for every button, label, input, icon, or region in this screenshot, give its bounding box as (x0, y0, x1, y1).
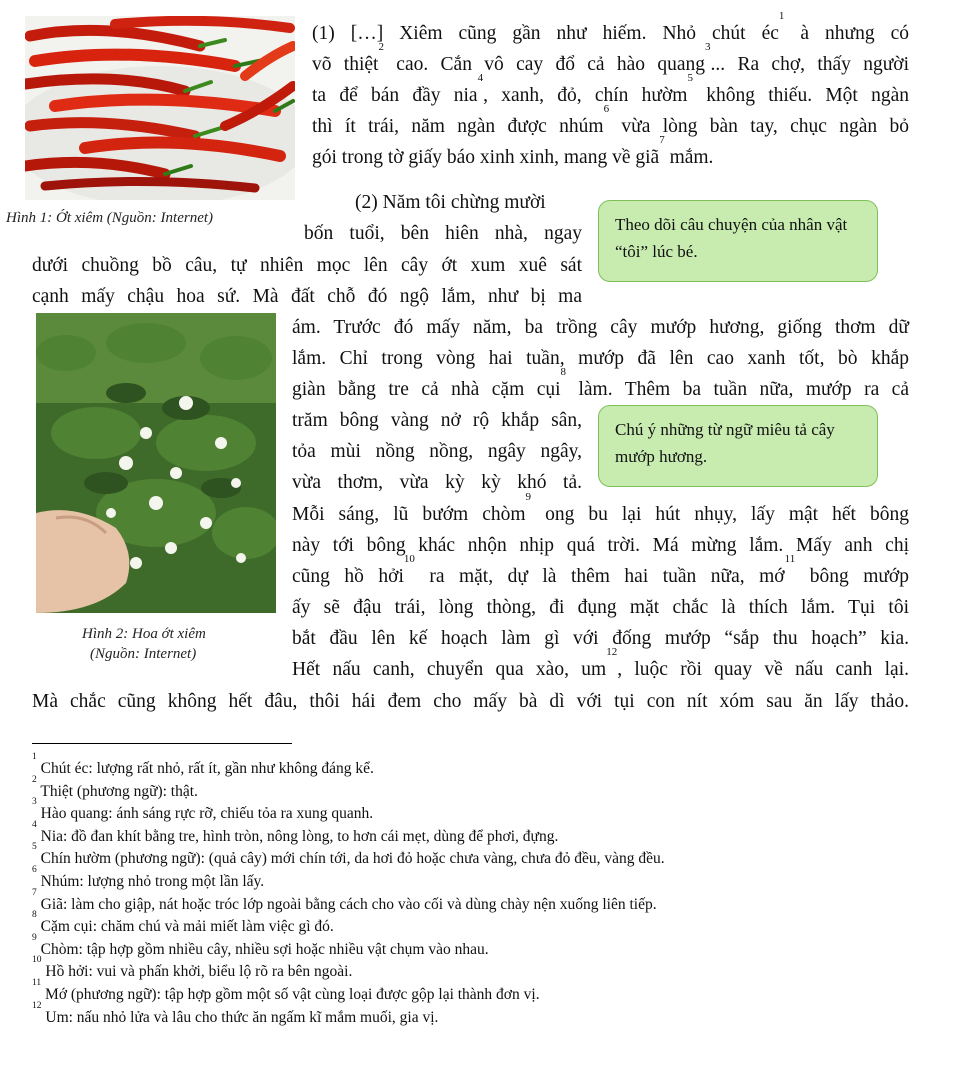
figure-1-image (25, 16, 295, 200)
chili-flowers-illustration (36, 313, 276, 613)
footnote-10 (32, 955, 353, 984)
footnote-text: Chín hườm (phương ngữ): (quả cây) mới chín tới, da hơi đỏ hoặc chưa vàng, chưa đỏ đều, vàng đều. (36, 850, 665, 868)
para1-line-4: thì ít trái, năm ngàn được nhúm$^6$ vừa lòng bàn tay, chục ngàn bỏ (312, 103, 909, 137)
footnote-5 (32, 842, 665, 871)
para2-line-2: bốn tuổi, bên hiên nhà, ngay (304, 223, 582, 244)
footnote-7 (32, 887, 657, 917)
footnote-number: 8 (32, 910, 37, 921)
footnote-text: Hồ hởi: vui và phấn khởi, biểu lộ rõ ra bên ngoài. (41, 963, 353, 981)
footnote-3 (32, 797, 374, 826)
para2-line-10: vừa thơm, vừa kỳ kỳ khó tả. (292, 472, 582, 493)
para2-line-8: trăm bông vàng nở rộ khắp sân, (292, 410, 582, 431)
footnote-text: Cặm cụi: chăm chú và mải miết làm việc gì đó. (36, 918, 334, 936)
para2-line-15: bắt đầu lên kế hoạch làm gì với đống mướp “sắp thu hoạch” kia. (292, 628, 909, 649)
para2-line-6: lắm. Chỉ trong vòng hai tuần, mướp đã lên cao xanh tốt, bò khắp (292, 348, 909, 369)
footnote-text: Thiệt (phương ngữ): thật. (36, 782, 198, 800)
footnote-1 (32, 752, 374, 781)
para2-line-17: Mà chắc cũng không hết đâu, thôi hái đem cho mấy bà dì với tụi con nít xóm sau ăn lấy thảo. (32, 691, 909, 712)
footnote-8 (32, 910, 334, 939)
footnote-number: 7 (32, 887, 37, 898)
footnote-number: 2 (32, 774, 37, 785)
footnote-text: Nhúm: lượng nhỏ trong một lần lấy. (36, 873, 265, 890)
figure-2-image (36, 313, 276, 613)
figure-2-caption-line-1: Hình 2: Hoa ớt xiêm (82, 626, 206, 642)
para2-line-4: cạnh mấy chậu hoa sứ. Mà đất chỗ đó ngộ lắm, như bị ma (32, 286, 582, 307)
footnote-number: 5 (32, 842, 37, 853)
margin-note-2: Chú ý những từ ngữ miêu tả cây mướp hương. (598, 405, 878, 487)
para2-line-3: dưới chuồng bồ câu, tự nhiên mọc lên cây ớt xum xuê sát (32, 255, 582, 276)
footnote-text: Nia: đồ đan khít bằng tre, hình tròn, nông lòng, to hơn cái mẹt, dùng để phơi, đựng. (36, 827, 559, 845)
para2-line-14: ấy sẽ đậu trái, lòng thòng, đi đụng mặt chắc là thích lắm. Tụi tôi (292, 597, 909, 618)
footnote-text: Giã: làm cho giập, nát hoặc tróc lớp ngoài bằng cách cho vào cối và dùng chày nện xuống liên tiếp. (36, 895, 657, 913)
footnote-number: 9 (32, 932, 37, 943)
footnote-separator (32, 743, 292, 744)
footnote-text: Chòm: tập hợp gồm nhiều cây, nhiều sợi hoặc nhiều vật chụm vào nhau. (36, 940, 489, 958)
para1-line-2: võ thiệt$^2$ cao. Cắn vô cay đổ cả hào quang$^3$... Ra chợ, thấy người (312, 41, 910, 75)
figure-2-caption-line-2: (Nguồn: Internet) (90, 646, 197, 662)
para2-line-13: cũng hồ hởi$^{10}$ ra mặt, dự là thêm hai tuần nữa, mớ$^{11}$ bông mướp (292, 553, 909, 587)
footnote-text: Hào quang: ánh sáng rực rỡ, chiếu tỏa ra xung quanh. (36, 805, 374, 823)
para2-line-16: Hết nấu canh, chuyển qua xào, $um^{12}$, luộc rồi quay về nấu canh lại. (292, 646, 909, 680)
para1-line-5: gói trong tờ giấy báo xinh xinh, mang về giã$^7$ mắm. (312, 134, 714, 168)
margin-note-1: Theo dõi câu chuyện của nhân vật “tôi” lúc bé. (598, 200, 878, 282)
footnote-number: 12 (32, 1000, 42, 1011)
para2-line-7: giàn bằng tre cả nhà cặm cụi$^8$ làm. Thêm ba tuần nữa, mướp ra cả (292, 366, 909, 400)
para2-line-9: tỏa mùi nồng nồng, ngây ngây, (292, 441, 582, 462)
footnote-text: Mớ (phương ngữ): tập hợp gồm một số vật cùng loại được gộp lại thành đơn vị. (41, 986, 540, 1003)
figure-1-caption: Hình 1: Ớt xiêm (Nguồn: Internet) (6, 210, 214, 226)
para2-line-12: này tới bông khác nhộn nhịp quá trời. Má mừng lắm. Mấy anh chị (292, 535, 909, 556)
footnote-4 (32, 819, 559, 849)
footnote-11 (32, 978, 540, 1007)
footnote-12 (32, 1000, 439, 1030)
chili-peppers-illustration (25, 16, 295, 200)
footnote-text: Chút éc: lượng rất nhỏ, rất ít, gần như không đáng kể. (36, 760, 374, 777)
footnote-text: Um: nấu nhỏ lửa và lâu cho thức ăn ngấm kĩ mắm muối, gia vị. (41, 1008, 439, 1026)
footnote-number: 4 (32, 819, 37, 830)
footnote-6 (32, 865, 265, 894)
footnote-number: 6 (32, 865, 37, 875)
para2-line-11: Mỗi sáng, lũ bướm chòm$^9$ ong bu lại hút nhụy, lấy mật hết bông (292, 491, 909, 525)
footnote-number: 10 (32, 955, 42, 966)
para2-line-1: (2) Năm tôi chừng mười (355, 192, 546, 213)
para1-line-3: ta để bán đầy nia$^4$, xanh, đỏ, chín hườm$^5$ không thiếu. Một ngàn (312, 72, 909, 106)
footnote-number: 1 (32, 752, 37, 762)
footnote-number: 11 (32, 978, 42, 988)
footnote-9 (32, 932, 489, 962)
para1-line-1: (1) […] Xiêm cũng gần như hiếm. Nhỏ chút $éc^1$ à nhưng có (312, 10, 909, 44)
footnote-number: 3 (32, 797, 37, 808)
footnote-2 (32, 774, 198, 804)
para2-line-5: ám. Trước đó mấy năm, ba trồng cây mướp hương, giống thơm dữ (292, 317, 909, 338)
